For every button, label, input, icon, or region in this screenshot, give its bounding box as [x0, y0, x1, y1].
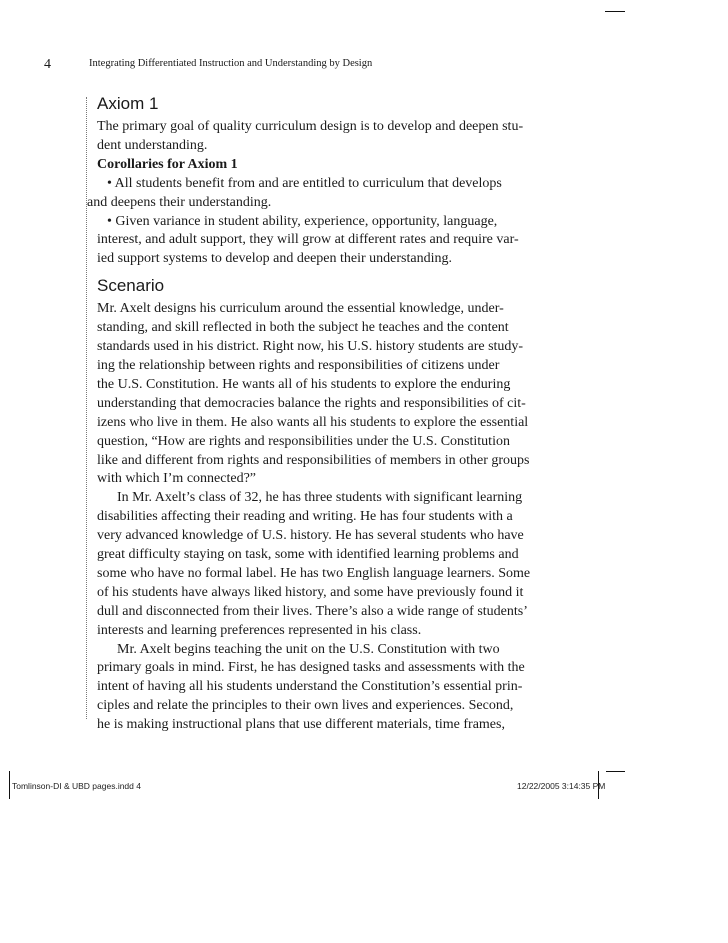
corollary-item	[97, 213, 539, 270]
text-line: he is making instructional plans that use different materials, time frames,	[97, 717, 505, 733]
axiom-heading: Axiom 1	[97, 94, 159, 113]
text-line: like and different from rights and responsibilities of members in other groups	[97, 452, 530, 468]
page-number: 4	[44, 57, 51, 72]
text-line: interest, and adult support, they will grow at different rates and require var-	[97, 232, 519, 248]
text-line: the U.S. Constitution. He wants all of his students to explore the enduring	[97, 376, 511, 392]
corollary-item	[87, 175, 539, 213]
text-line: intent of having all his students understand the Constitution’s essential prin-	[97, 679, 523, 695]
text-line: Mr. Axelt designs his curriculum around the essential knowledge, under-	[97, 301, 504, 317]
text-line: In Mr. Axelt’s class of 32, he has three students with significant learning	[117, 490, 523, 506]
text-line: disabilities affecting their reading and writing. He has four students with a	[97, 509, 513, 525]
text-line: dull and disconnected from their lives. There’s also a wide range of students’	[97, 603, 528, 619]
footer-timestamp: 12/22/2005 3:14:35 PM	[517, 781, 606, 791]
scenario-paragraph	[97, 300, 539, 489]
crop-mark-bottom-right-h	[606, 771, 625, 772]
scenario-paragraph	[97, 489, 539, 640]
text-line: The primary goal of quality curriculum design is to develop and deepen stu-	[97, 119, 524, 134]
scenario-heading: Scenario	[97, 276, 165, 296]
text-line: and deepens their understanding.	[87, 194, 272, 210]
text-line: understanding that democracies balance the rights and responsibilities of cit-	[97, 395, 526, 411]
footer-file-slug: Tomlinson-DI & UBD pages.indd 4	[12, 781, 141, 791]
text-line: Mr. Axelt begins teaching the unit on the U.S. Constitution with two	[117, 641, 500, 657]
crop-mark-top-right	[605, 11, 625, 12]
text-line: ing the relationship between rights and responsibilities of citizens under	[97, 357, 500, 373]
running-head: Integrating Differentiated Instruction and Understanding by Design	[89, 58, 373, 69]
crop-mark-bottom-left-v	[9, 771, 10, 799]
text-line: with which I’m connected?”	[97, 471, 256, 487]
text-line: izens who live in them. He also wants all his students to explore the essential	[97, 414, 529, 430]
text-line: great difficulty staying on task, some with identified learning problems and	[97, 547, 519, 563]
text-line: dent understanding.	[97, 137, 208, 153]
text-line: ciples and relate the principles to their own lives and experiences. Second,	[97, 698, 514, 714]
text-line: of his students have always liked history, and some have previously found it	[97, 584, 524, 600]
text-line: • Given variance in student ability, experience, opportunity, language,	[107, 213, 498, 229]
text-line: primary goals in mind. First, he has designed tasks and assessments with the	[97, 660, 525, 676]
text-line: standing, and skill reflected in both the subject he teaches and the content	[97, 320, 509, 336]
text-line: some who have no formal label. He has two English language learners. Some	[97, 565, 531, 581]
text-line: • All students benefit from and are entitled to curriculum that develops	[107, 175, 502, 191]
text-line: very advanced knowledge of U.S. history. He has several students who have	[97, 528, 524, 544]
axiom-statement	[97, 118, 539, 156]
page-body	[87, 93, 539, 735]
corollaries-heading: Corollaries for Axiom 1	[97, 156, 238, 172]
margin-dotted-rule	[86, 97, 87, 719]
text-line: ied support systems to develop and deepen their understanding.	[97, 251, 452, 267]
text-line: interests and learning preferences represented in his class.	[97, 622, 422, 638]
text-line: question, “How are rights and responsibilities under the U.S. Constitution	[97, 433, 510, 449]
scenario-paragraph	[97, 641, 539, 736]
text-line: standards used in his district. Right now, his U.S. history students are study-	[97, 339, 524, 355]
